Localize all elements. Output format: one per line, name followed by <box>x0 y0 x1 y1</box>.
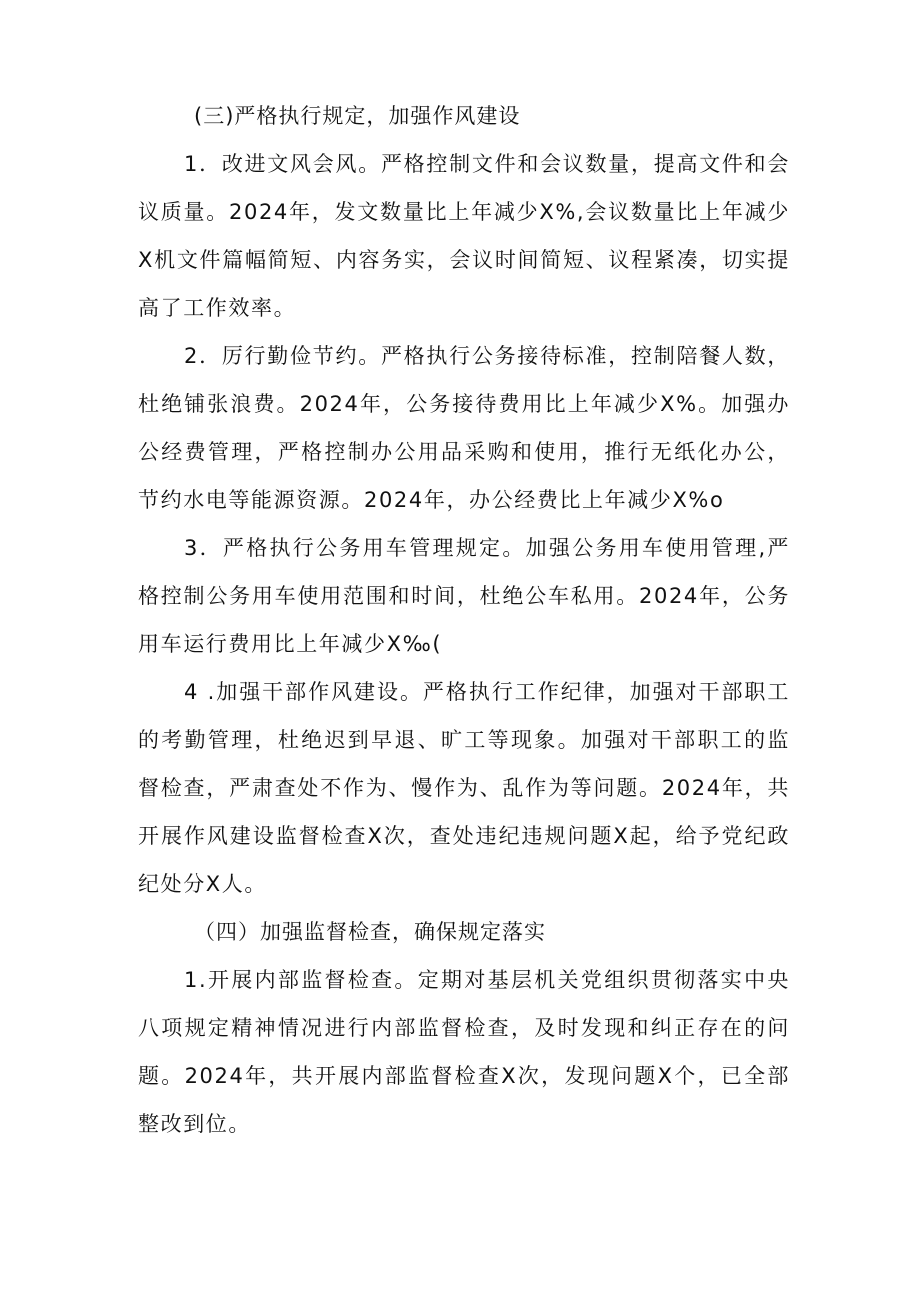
document-body <box>138 92 790 1148</box>
section-heading-3: (三)严格执行规定，加强作风建设 <box>194 104 521 128</box>
paragraph-3-2: 2．厉行勤俭节约。严格执行公务接待标准，控制陪餐人数，杜绝铺张浪费。2024年，公务接待费用比上年减少X%。加强办公经费管理，严格控制办公用品采购和使用，推行无纸化办公，节约水电等能源资源。2024年，办公经费比上年减少X%o <box>138 344 790 512</box>
paragraph-4-1: 1.开展内部监督检查。定期对基层机关党组织贯彻落实中央八项规定精神情况进行内部监督检查，及时发现和纠正存在的问题。2024年，共开展内部监督检查X次，发现问题X个，已全部整改到位。 <box>138 968 790 1136</box>
section-heading-4: （四）加强监督检查，确保规定落实 <box>194 920 546 944</box>
paragraph-3-4: 4 .加强干部作风建设。严格执行工作纪律，加强对干部职工的考勤管理，杜绝迟到早退、旷工等现象。加强对干部职工的监督检查，严肃查处不作为、慢作为、乱作为等问题。2024年，共开展作风建设监督检查X次，查处违纪违规问题X起，给予党纪政纪处分X人。 <box>138 680 790 896</box>
paragraph-3-3: 3．严格执行公务用车管理规定。加强公务用车使用管理,严格控制公务用车使用范围和时间，杜绝公车私用。2024年，公务用车运行费用比上年减少X‰( <box>138 536 790 656</box>
paragraph-3-1: 1．改进文风会风。严格控制文件和会议数量，提高文件和会议质量。2024年，发文数量比上年减少X%,会议数量比上年减少X机文件篇幅简短、内容务实，会议时间简短、议程紧凑，切实提高了工作效率。 <box>138 152 790 320</box>
